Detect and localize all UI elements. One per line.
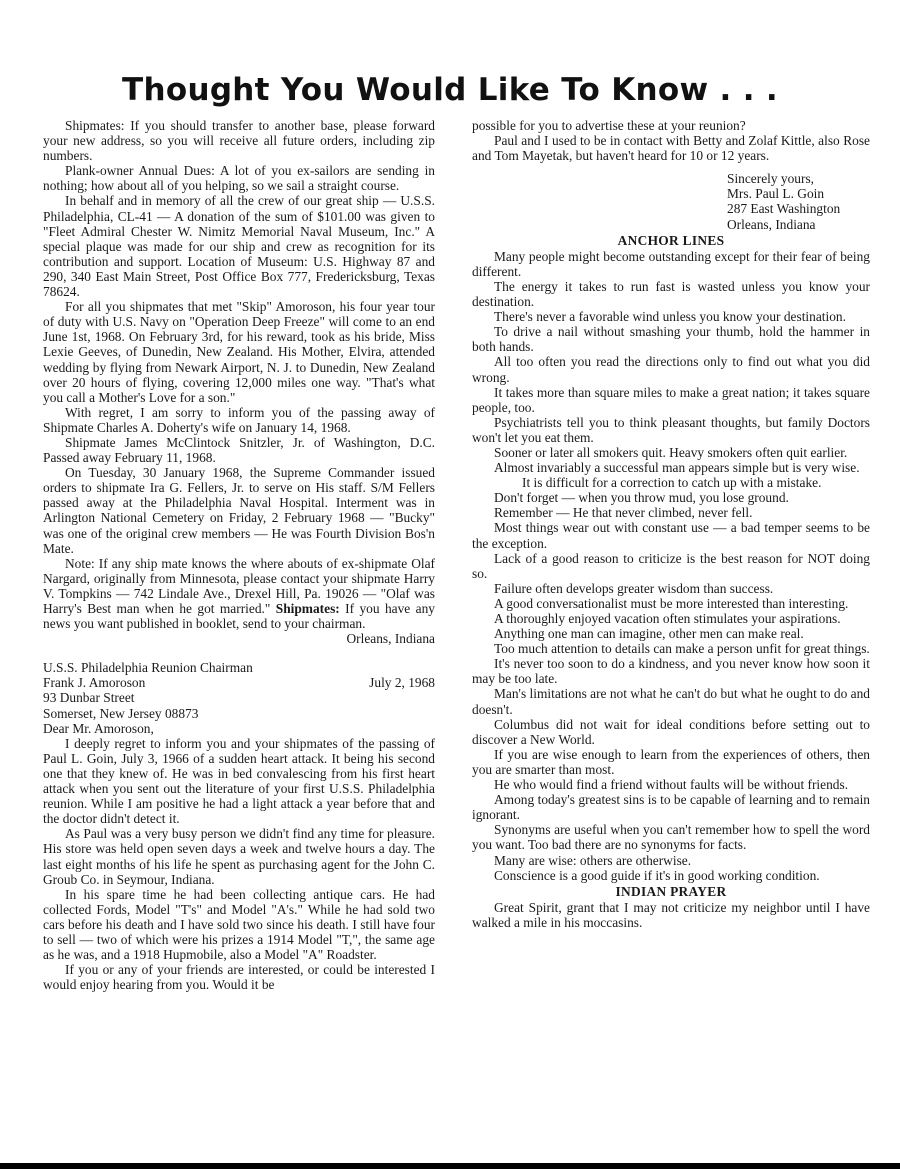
anchor-line: A good conversationalist must be more interested than interesting.: [494, 595, 849, 611]
address-line: Frank J. Amoroson: [43, 675, 146, 691]
anchor-line: The energy it takes to run fast is wasted unless you know your destination.: [472, 278, 870, 310]
signoff-line: Orleans, Indiana: [727, 216, 816, 232]
note-text: Note: If any ship mate knows the where abouts of ex-shipmate Olaf Nargard, originally from Minnesota, please contact your shipmate Harry V. Tompkins — 742 Lindale Ave., Drexel Hill, Pa. 19026 — "Olaf was Harry's Best man when he got married.": [43, 555, 435, 616]
address-line: U.S.S. Philadelphia Reunion Chairman: [43, 660, 253, 676]
anchor-line: A thoroughly enjoyed vacation often stimulates your aspirations.: [494, 611, 841, 626]
anchor-line: Don't forget — when you throw mud, you lose ground.: [494, 490, 789, 506]
anchor-line: Man's limitations are not what he can't do but what he ought to do and doesn't.: [472, 686, 870, 717]
anchor-line: Sooner or later all smokers quit. Heavy smokers often quit earlier.: [494, 444, 848, 460]
paragraph: Plank-owner Annual Dues: A lot of you ex-sailors are sending in nothing; how about all of you helping, so we sail a straight course.: [43, 163, 435, 194]
note-tail: If you have any news you want published in booklet, send to your chairman.: [43, 601, 435, 632]
letter-paragraph: I deeply regret to inform you and your shipmates of the passing of Paul L. Goin, July 3, 1966 of a sudden heart attack. It being his second one that they knew of. He was in bed convalescing from his first heart attack when you sent out the literature of your first U.S.S. Philadelphia reunion. While I am positive he had a light attack a year before that and the doctor didn't detect it.: [43, 735, 435, 827]
paragraph: Shipmates: If you should transfer to another base, please forward your new address, so you will receive all future orders, including zip numbers.: [43, 118, 435, 164]
anchor-line: It is difficult for a correction to catch up with a mistake.: [522, 475, 822, 491]
anchor-line: Among today's greatest sins is to be capable of learning and to remain ignorant.: [472, 792, 870, 823]
anchor-line: Psychiatrists tell you to think pleasant thoughts, but family Doctors won't let you eat them.: [472, 414, 870, 445]
letter-paragraph: Paul and I used to be in contact with Betty and Zolaf Kittle, also Rose and Tom Mayetak, but haven't heard for 10 or 12 years.: [472, 133, 870, 164]
anchor-line: Conscience is a good guide if it's in good working condition.: [494, 867, 820, 883]
signoff-line: 287 East Washington: [727, 201, 841, 217]
paragraph: For all you shipmates that met "Skip" Amoroson, his four year tour of duty with U.S. Navy on "Operation Deep Freeze" will come to an end June 1st, 1968. On February 3rd, for his reward, took as his bride, Miss Lexie Geeves, of Dunedin, New Zealand. His Mother, Elvira, attended wedding by flying from Newark Airport, N. J. to Dunedin, New Zealand over 20 hours of flying, covering 12,000 miles one way. "That's what you call a Mother's Love for a son.": [43, 299, 435, 405]
indian-prayer-text: Great Spirit, grant that I may not criticize my neighbor until I have walked a mile in his moccasins.: [472, 899, 870, 930]
anchor-line: Most things wear out with constant use — a bad temper seems to be the exception.: [472, 520, 870, 551]
anchor-line: All too often you read the directions only to find out what you did wrong.: [472, 354, 870, 385]
anchor-line: Many people might become outstanding except for their fear of being different.: [472, 248, 870, 279]
paragraph: In behalf and in memory of all the crew of our great ship — U.S.S. Philadelphia, CL-41 — A donation of the sum of $101.00 was given to "Fleet Admiral Chester W. Nimitz Memorial Naval Museum, Inc." A special plaque was made for our ship and crew as recognition for its contribution and support. Location of Museum: U.S. Highway 87 and 290, 340 East Main Street, Post Office Box 777, Fredericksburg, Texas 78624.: [43, 193, 435, 300]
letter-paragraph: In his spare time he had been collecting antique cars. He had collected Fords, Model "T's" and Model "A's." While he had sold two cars before his death and I have sold two since his death. I still have four to sell — two of which were his prizes a 1914 Model "T,", the same age as he was, and a 1918 Hupmobile, also a Model "A" Roadster.: [43, 886, 435, 963]
anchor-line: Almost invariably a successful man appears simple but is very wise.: [494, 460, 860, 476]
anchor-line: If you are wise enough to learn from the experiences of others, then you are smarter than most.: [472, 746, 870, 777]
anchor-line: Columbus did not wait for ideal conditions before setting out to discover a New World.: [472, 716, 870, 747]
letter-paragraph: If you or any of your friends are interested, or could be interested I would enjoy hearing from you. Would it be: [43, 962, 435, 993]
paragraph: Shipmate James McClintock Snitzler, Jr. of Washington, D.C. Passed away February 11, 1968.: [43, 434, 435, 466]
anchor-line: To drive a nail without smashing your thumb, hold the hammer in both hands.: [472, 324, 870, 355]
anchor-line: It takes more than square miles to make a great nation; it takes square people, too.: [472, 384, 870, 415]
indian-prayer-heading: INDIAN PRAYER: [615, 883, 727, 899]
note-place: Orleans, Indiana: [346, 631, 435, 647]
anchor-line: Too much attention to details can make a person unfit for great things.: [494, 641, 870, 657]
paragraph: With regret, I am sorry to inform you of the passing away of Shipmate Charles A. Doherty's wife on January 14, 1968.: [43, 404, 435, 435]
note-bold-label: Shipmates:: [275, 601, 340, 616]
address-line: Somerset, New Jersey 08873: [43, 705, 199, 721]
anchor-lines-heading: ANCHOR LINES: [617, 232, 725, 248]
signoff-line: Mrs. Paul L. Goin: [727, 186, 825, 202]
right-column: [472, 118, 870, 930]
left-column: [43, 118, 435, 992]
anchor-line: Failure often develops greater wisdom than success.: [494, 580, 774, 596]
spacer: [472, 163, 870, 171]
letter-continuation: possible for you to advertise these at your reunion?: [472, 118, 746, 133]
anchor-line: Remember — He that never climbed, never fell.: [494, 505, 753, 521]
spacer: [43, 646, 435, 660]
anchor-line: There's never a favorable wind unless you know your destination.: [494, 309, 846, 325]
letter-paragraph: As Paul was a very busy person we didn't find any time for pleasure. His store was held open seven days a week and twelve hours a day. The last eight months of his life he spent as purchasing agent for the John C. Groub Co. in Seymour, Indiana.: [43, 826, 435, 887]
anchor-line: Many are wise: others are otherwise.: [494, 852, 692, 868]
anchor-line: He who would find a friend without faults will be without friends.: [494, 777, 849, 793]
signoff-line: Sincerely yours,: [727, 171, 815, 187]
letter-date: July 2, 1968: [369, 675, 435, 691]
paragraph: On Tuesday, 30 January 1968, the Supreme Commander issued orders to shipmate Ira G. Fellers, Jr. to serve on His staff. S/M Fellers passed away at the Philadelphia Naval Hospital. Interment was in Arlington National Cemetery on Friday, 2 February 1968 — "Bucky" was one of the original crew members — He was Fourth Division Bos'n Mate.: [43, 465, 435, 556]
note-paragraph: [43, 556, 435, 631]
bottom-border: [0, 1163, 900, 1169]
anchor-line: Lack of a good reason to criticize is the best reason for NOT doing so.: [472, 550, 870, 581]
salutation: Dear Mr. Amoroson,: [43, 720, 154, 736]
anchor-line: It's never too soon to do a kindness, and you never know how soon it may be too late.: [472, 656, 870, 687]
anchor-line: Anything one man can imagine, other men can make real.: [494, 626, 804, 642]
page-title: Thought You Would Like To Know . . .: [122, 72, 778, 108]
anchor-line: Synonyms are useful when you can't remember how to spell the word you want. Too bad there are no synonyms for facts.: [472, 822, 870, 853]
address-row: [43, 675, 435, 690]
address-line: 93 Dunbar Street: [43, 690, 135, 706]
